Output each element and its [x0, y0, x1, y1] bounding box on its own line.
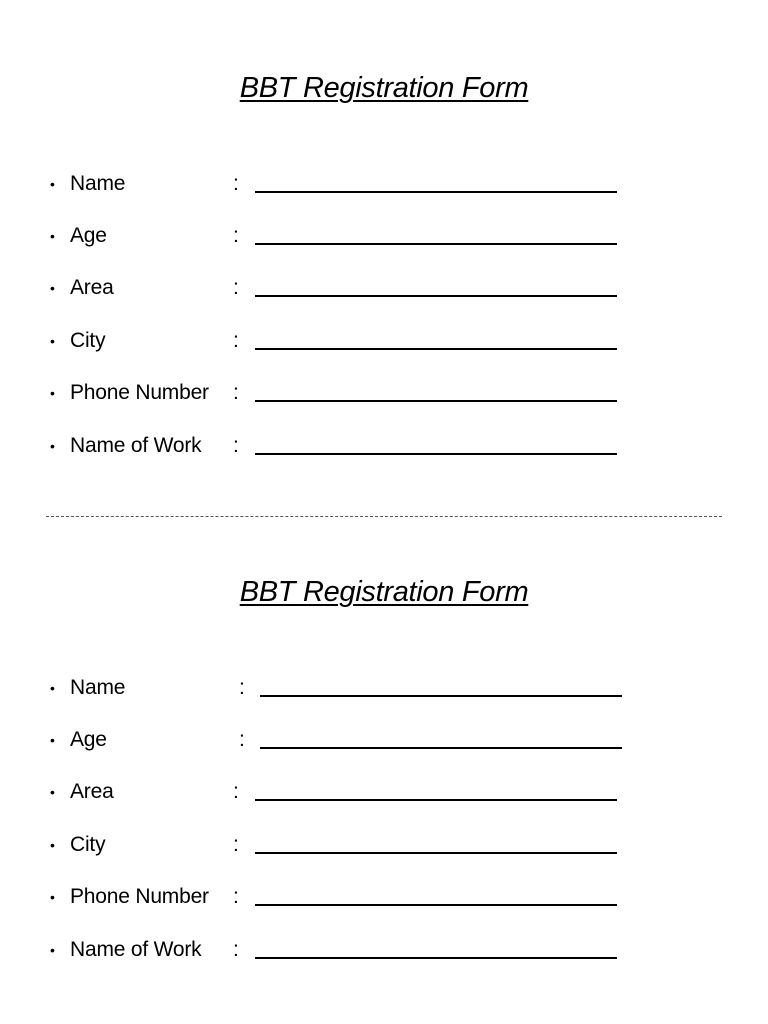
age-blank-line[interactable]: [255, 243, 617, 245]
field-separator: :: [239, 728, 245, 751]
field-separator: :: [233, 434, 239, 457]
area-blank-line[interactable]: [255, 295, 617, 297]
bullet-icon: •: [50, 784, 55, 800]
city-blank-line[interactable]: [255, 348, 617, 350]
field-label: Name of Work: [70, 434, 202, 457]
field-separator: :: [233, 885, 239, 908]
field-separator: :: [233, 938, 239, 961]
age-blank-line[interactable]: [260, 747, 622, 749]
field-city: [50, 830, 650, 860]
field-phone-number: [50, 882, 650, 912]
field-separator: :: [233, 172, 239, 195]
field-area: [50, 273, 650, 303]
field-name: [50, 673, 650, 703]
field-label: Phone Number: [70, 381, 209, 404]
bullet-icon: •: [50, 732, 55, 748]
field-name: [50, 169, 650, 199]
bullet-icon: •: [50, 942, 55, 958]
field-label: Name: [70, 172, 126, 195]
field-separator: :: [239, 676, 245, 699]
bullet-icon: •: [50, 176, 55, 192]
field-label: City: [70, 833, 106, 856]
field-area: [50, 777, 650, 807]
bullet-icon: •: [50, 385, 55, 401]
bullet-icon: •: [50, 333, 55, 349]
field-age: [50, 221, 650, 251]
field-label: Area: [70, 780, 114, 803]
form-title: BBT Registration Form: [239, 72, 529, 104]
field-separator: :: [233, 224, 239, 247]
field-separator: :: [233, 833, 239, 856]
field-label: City: [70, 329, 106, 352]
field-label: Area: [70, 276, 114, 299]
bullet-icon: •: [50, 438, 55, 454]
cut-line-divider: [46, 516, 722, 517]
phone-number-blank-line[interactable]: [255, 904, 617, 906]
bullet-icon: •: [50, 228, 55, 244]
field-label: Age: [70, 728, 107, 751]
name-of-work-blank-line[interactable]: [255, 957, 617, 959]
city-blank-line[interactable]: [255, 852, 617, 854]
name-blank-line[interactable]: [255, 191, 617, 193]
field-label: Name of Work: [70, 938, 202, 961]
field-separator: :: [233, 276, 239, 299]
field-label: Phone Number: [70, 885, 209, 908]
field-label: Name: [70, 676, 126, 699]
field-city: [50, 326, 650, 356]
field-separator: :: [233, 381, 239, 404]
bullet-icon: •: [50, 889, 55, 905]
name-blank-line[interactable]: [260, 695, 622, 697]
area-blank-line[interactable]: [255, 799, 617, 801]
field-phone-number: [50, 378, 650, 408]
bullet-icon: •: [50, 280, 55, 296]
field-age: [50, 725, 650, 755]
field-name-of-work: [50, 431, 650, 461]
bullet-icon: •: [50, 837, 55, 853]
bullet-icon: •: [50, 680, 55, 696]
phone-number-blank-line[interactable]: [255, 400, 617, 402]
field-separator: :: [233, 780, 239, 803]
name-of-work-blank-line[interactable]: [255, 453, 617, 455]
field-separator: :: [233, 329, 239, 352]
form-title: BBT Registration Form: [239, 576, 529, 608]
field-name-of-work: [50, 935, 650, 965]
field-label: Age: [70, 224, 107, 247]
